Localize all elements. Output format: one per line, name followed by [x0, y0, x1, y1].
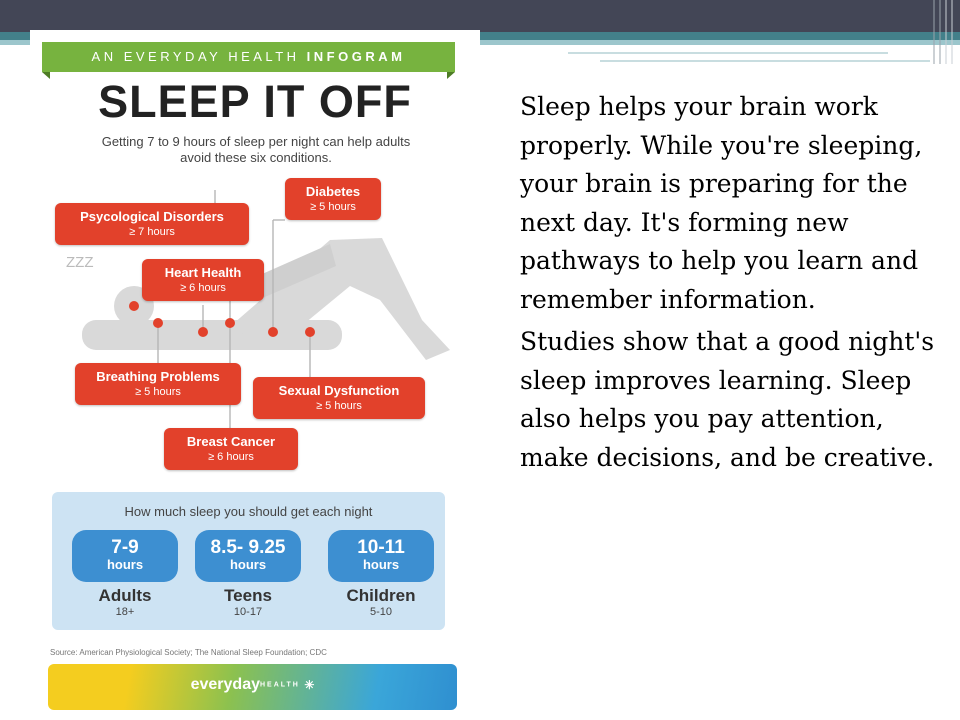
everyday-health-logo	[48, 676, 457, 694]
slide-paragraph-1: Sleep helps your brain work properly. While you're sleeping, your brain is preparing for the next day. It's forming new pathways to help you learn and remember information.	[520, 92, 923, 314]
callout-heart-health	[142, 259, 264, 301]
infographic-title: SLEEP IT OFF	[98, 76, 412, 127]
slide-paragraph-2: Studies show that a good night's sleep improves learning. Sleep also helps you pay attention, make decisions, and be creative.	[520, 327, 935, 472]
group-adults	[72, 586, 178, 618]
pillow-badge-children	[328, 530, 434, 582]
group-ages: 5-10	[369, 606, 393, 618]
infographic	[30, 30, 480, 720]
pillow-badge-adults	[72, 530, 178, 582]
sleep-amount: 10-11	[357, 537, 405, 558]
sleep-unit: hours	[106, 557, 144, 572]
sleep-unit: hours	[362, 557, 400, 572]
callout-psychological-disorders	[55, 203, 249, 245]
sleeping-zzz: ZZZ	[66, 254, 94, 271]
sleep-unit: hours	[229, 557, 267, 572]
callout-breast-cancer	[164, 428, 298, 470]
callout-hours: ≥ 7 hours	[129, 226, 175, 238]
pillow-badge-teens	[195, 530, 301, 582]
group-name: Adults	[98, 586, 152, 605]
slide-header-bar	[0, 0, 960, 32]
group-ages: 10-17	[233, 606, 263, 618]
callout-name: Diabetes	[305, 184, 361, 199]
callout-name: Heart Health	[164, 265, 242, 280]
ribbon-bold: INFOGRAM	[306, 49, 406, 64]
callout-name: Sexual Dysfunction	[278, 383, 400, 398]
sleep-panel-title: How much sleep you should get each night	[124, 504, 373, 519]
decorative-line	[600, 60, 930, 62]
sleep-amount: 8.5- 9.25	[210, 537, 286, 558]
group-ages: 18+	[115, 606, 135, 618]
group-name: Teens	[224, 586, 272, 605]
source-citation: Source: American Physiological Society; The National Sleep Foundation; CDC	[50, 648, 327, 657]
callout-hours: ≥ 5 hours	[316, 400, 362, 412]
sleep-amount: 7-9	[111, 537, 139, 558]
callout-hours: ≥ 6 hours	[180, 282, 226, 294]
logo-small: HEALTH	[260, 681, 300, 689]
callout-hours: ≥ 5 hours	[310, 201, 356, 213]
callout-diabetes	[285, 178, 381, 220]
callout-sexual-dysfunction	[253, 377, 425, 419]
ribbon-prefix: AN EVERYDAY HEALTH	[91, 49, 300, 64]
callout-name: Breast Cancer	[186, 434, 276, 449]
callout-name: Breathing Problems	[96, 369, 220, 384]
sleep-recommendation-panel	[52, 492, 445, 630]
callout-hours: ≥ 6 hours	[208, 451, 254, 463]
logo-main: everyday	[190, 676, 260, 693]
group-name: Children	[346, 586, 416, 605]
everyday-health-footer	[48, 664, 457, 710]
callout-name: Psycological Disorders	[80, 209, 224, 224]
sparkle-icon: ✳	[304, 678, 315, 692]
group-teens	[195, 586, 301, 618]
slide-body-text	[520, 88, 952, 477]
group-children	[328, 586, 434, 618]
decorative-line	[568, 52, 888, 54]
corner-decoration	[930, 0, 960, 64]
callout-breathing-problems	[75, 363, 241, 405]
callout-hours: ≥ 5 hours	[135, 386, 181, 398]
infographic-subtitle: Getting 7 to 9 hours of sleep per night can help adults avoid these six conditions.	[101, 134, 411, 165]
